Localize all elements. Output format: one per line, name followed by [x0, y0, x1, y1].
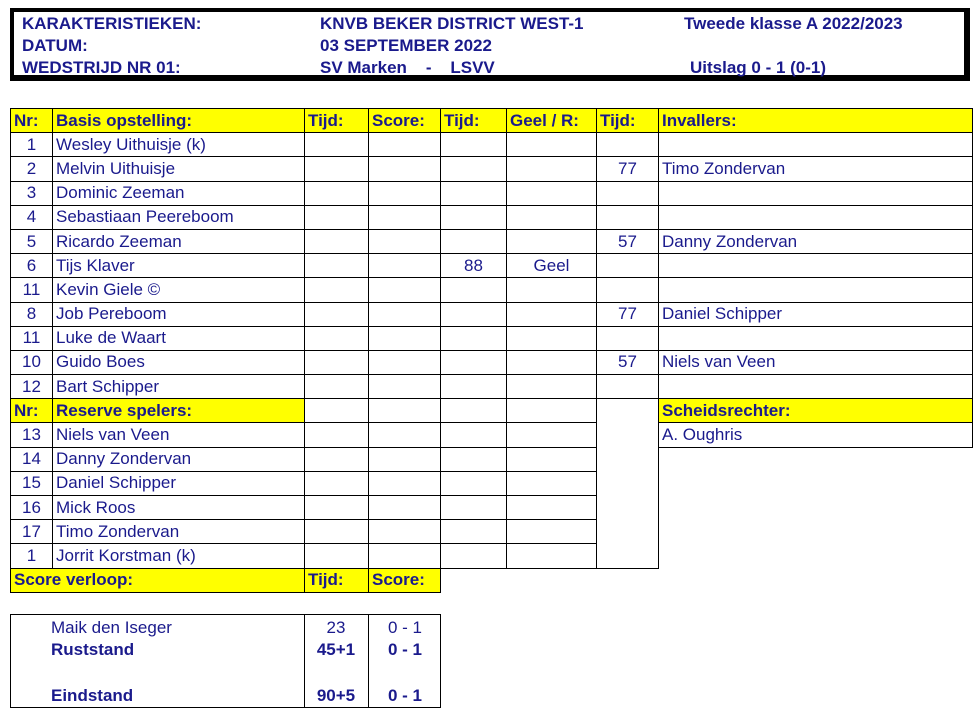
- goal-score-cell: [369, 326, 441, 350]
- card-time: [441, 229, 507, 253]
- card-time: [441, 278, 507, 302]
- reserve-row: [11, 496, 973, 520]
- goal-score-cell: [369, 375, 441, 399]
- header-teams: SV Marken - LSVV: [320, 58, 495, 77]
- starter-row: [11, 326, 973, 350]
- sub-time: [597, 205, 659, 229]
- blank-space: [659, 447, 973, 471]
- col-tijd: Tijd:: [305, 109, 369, 133]
- match-header: [10, 8, 970, 81]
- reserve-number: 15: [11, 471, 53, 495]
- card-type: [507, 229, 597, 253]
- goal-score-cell: [369, 133, 441, 157]
- substitute-name: [659, 326, 973, 350]
- sub-time: 57: [597, 229, 659, 253]
- reserve-name: Timo Zondervan: [53, 520, 305, 544]
- sub-time: 77: [597, 157, 659, 181]
- player-number: 4: [11, 205, 53, 229]
- reserve-empty-cell: [507, 471, 597, 495]
- card-time: [441, 157, 507, 181]
- card-time: [441, 133, 507, 157]
- header-match-number: WEDSTRIJD NR 01:: [22, 58, 181, 77]
- player-number: 3: [11, 181, 53, 205]
- card-time: [441, 375, 507, 399]
- reserve-empty-cell: [369, 496, 441, 520]
- score-header-row: [11, 568, 973, 592]
- col-score: Score:: [369, 109, 441, 133]
- lineup-header-row: [11, 109, 973, 133]
- starter-row: [11, 181, 973, 205]
- score-row-final-label: Eindstand: [51, 686, 134, 705]
- card-type: [507, 278, 597, 302]
- sub-time: [597, 278, 659, 302]
- goal-time-cell: [305, 278, 369, 302]
- player-number: 2: [11, 157, 53, 181]
- goal-score-cell: [369, 350, 441, 374]
- reserve-number: 14: [11, 447, 53, 471]
- blank-space: [659, 496, 973, 520]
- sub-time: [597, 254, 659, 278]
- score-row-goal-tijd: 23: [326, 618, 346, 637]
- card-type: [507, 302, 597, 326]
- col-card-tijd: Tijd:: [441, 109, 507, 133]
- goal-time-cell: [305, 254, 369, 278]
- player-name: Dominic Zeeman: [53, 181, 305, 205]
- reserve-row: [11, 544, 973, 568]
- reserve-name: Danny Zondervan: [53, 447, 305, 471]
- player-number: 8: [11, 302, 53, 326]
- reserve-name: Niels van Veen: [53, 423, 305, 447]
- player-name: Ricardo Zeeman: [53, 229, 305, 253]
- substitute-name: [659, 375, 973, 399]
- player-number: 10: [11, 350, 53, 374]
- sub-time: 77: [597, 302, 659, 326]
- reserve-blank-block: [597, 399, 659, 568]
- player-number: 1: [11, 133, 53, 157]
- sub-time: [597, 375, 659, 399]
- goal-score-cell: [369, 229, 441, 253]
- card-time: [441, 326, 507, 350]
- reserve-empty-cell: [441, 423, 507, 447]
- starter-row: [11, 254, 973, 278]
- score-row-halftime-score: 0 - 1: [387, 640, 423, 659]
- goal-time-cell: [305, 350, 369, 374]
- goal-time-cell: [305, 326, 369, 350]
- referee-name: A. Oughris: [659, 423, 973, 447]
- card-type: [507, 181, 597, 205]
- substitute-name: Danny Zondervan: [659, 229, 973, 253]
- goal-time-cell: [305, 205, 369, 229]
- reserve-col-title: Reserve spelers:: [53, 399, 305, 423]
- player-name: Job Pereboom: [53, 302, 305, 326]
- starter-row: [11, 205, 973, 229]
- player-number: 5: [11, 229, 53, 253]
- reserve-name: Jorrit Korstman (k): [53, 544, 305, 568]
- card-type: [507, 326, 597, 350]
- reserve-number: 16: [11, 496, 53, 520]
- card-type: [507, 205, 597, 229]
- reserve-empty-cell: [507, 496, 597, 520]
- blank-space: [659, 471, 973, 495]
- reserve-empty-cell: [507, 544, 597, 568]
- reserve-empty-cell: [369, 447, 441, 471]
- goal-time-cell: [305, 375, 369, 399]
- card-time: 88: [441, 254, 507, 278]
- blank-space: [659, 520, 973, 544]
- player-name: Guido Boes: [53, 350, 305, 374]
- substitute-name: Niels van Veen: [659, 350, 973, 374]
- score-row-goal-label: Maik den Iseger: [51, 618, 172, 637]
- player-name: Sebastiaan Peereboom: [53, 205, 305, 229]
- col-sub-tijd: Tijd:: [597, 109, 659, 133]
- player-number: 12: [11, 375, 53, 399]
- goal-score-cell: [369, 302, 441, 326]
- col-invallers: Invallers:: [659, 109, 973, 133]
- score-col-tijd: Tijd:: [305, 568, 369, 592]
- substitute-name: [659, 254, 973, 278]
- reserve-empty-cell: [305, 544, 369, 568]
- player-name: Melvin Uithuisje: [53, 157, 305, 181]
- goal-time-cell: [305, 157, 369, 181]
- reserve-empty-cell: [507, 520, 597, 544]
- goal-score-cell: [369, 157, 441, 181]
- starter-row: [11, 278, 973, 302]
- reserve-number: 17: [11, 520, 53, 544]
- lineup-table: [10, 108, 973, 593]
- reserve-empty-cell: [305, 423, 369, 447]
- reserve-empty-cell: [441, 447, 507, 471]
- col-nr: Nr:: [11, 109, 53, 133]
- score-row-halftime-tijd: 45+1: [316, 640, 356, 659]
- reserve-name: Mick Roos: [53, 496, 305, 520]
- reserve-empty-cell: [441, 471, 507, 495]
- card-time: [441, 302, 507, 326]
- reserve-empty-cell: [305, 447, 369, 471]
- blank-space: [659, 544, 973, 568]
- referee-header: Scheidsrechter:: [659, 399, 973, 423]
- sub-time: [597, 326, 659, 350]
- reserve-row: [11, 471, 973, 495]
- sub-time: [597, 181, 659, 205]
- reserve-header-row: [11, 399, 973, 423]
- reserve-empty-cell: [441, 520, 507, 544]
- reserve-empty-cell: [305, 471, 369, 495]
- card-time: [441, 205, 507, 229]
- reserve-empty-cell: [507, 423, 597, 447]
- goal-time-cell: [305, 181, 369, 205]
- header-competition: KNVB BEKER DISTRICT WEST-1: [320, 14, 584, 33]
- card-type: [507, 133, 597, 157]
- goal-score-cell: [369, 205, 441, 229]
- player-name: Wesley Uithuisje (k): [53, 133, 305, 157]
- reserve-empty-cell: [369, 471, 441, 495]
- player-name: Tijs Klaver: [53, 254, 305, 278]
- player-name: Kevin Giele ©: [53, 278, 305, 302]
- reserve-number: 13: [11, 423, 53, 447]
- player-name: Bart Schipper: [53, 375, 305, 399]
- goal-time-cell: [305, 133, 369, 157]
- starter-row: [11, 302, 973, 326]
- reserve-empty-cell: [369, 399, 441, 423]
- substitute-name: [659, 278, 973, 302]
- reserve-empty-cell: [305, 496, 369, 520]
- sub-time: 57: [597, 350, 659, 374]
- player-number: 11: [11, 326, 53, 350]
- starter-row: [11, 157, 973, 181]
- card-time: [441, 350, 507, 374]
- reserve-empty-cell: [507, 399, 597, 423]
- substitute-name: Timo Zondervan: [659, 157, 973, 181]
- reserve-empty-cell: [441, 399, 507, 423]
- goal-score-cell: [369, 278, 441, 302]
- player-number: 11: [11, 278, 53, 302]
- blank-space: [441, 568, 973, 592]
- reserve-name: Daniel Schipper: [53, 471, 305, 495]
- goal-time-cell: [305, 302, 369, 326]
- player-name: Luke de Waart: [53, 326, 305, 350]
- score-progress-title: Score verloop:: [11, 568, 305, 592]
- goal-score-cell: [369, 254, 441, 278]
- starter-row: [11, 350, 973, 374]
- substitute-name: Daniel Schipper: [659, 302, 973, 326]
- card-time: [441, 181, 507, 205]
- reserve-row: [11, 520, 973, 544]
- header-class: Tweede klasse A 2022/2023: [684, 14, 903, 33]
- col-card: Geel / R:: [507, 109, 597, 133]
- goal-score-cell: [369, 181, 441, 205]
- reserve-row: [11, 423, 973, 447]
- header-result: Uitslag 0 - 1 (0-1): [690, 58, 827, 77]
- reserve-empty-cell: [305, 399, 369, 423]
- score-row-final-tijd: 90+5: [316, 686, 356, 705]
- score-col-score: Score:: [369, 568, 441, 592]
- reserve-empty-cell: [507, 447, 597, 471]
- card-type: [507, 157, 597, 181]
- reserve-number: 1: [11, 544, 53, 568]
- score-progress-block: [10, 614, 441, 708]
- reserve-col-nr: Nr:: [11, 399, 53, 423]
- substitute-name: [659, 205, 973, 229]
- header-date-label: DATUM:: [22, 36, 88, 55]
- substitute-name: [659, 133, 973, 157]
- score-row-halftime-label: Ruststand: [51, 640, 135, 659]
- reserve-empty-cell: [305, 520, 369, 544]
- reserve-row: [11, 447, 973, 471]
- card-type: Geel: [507, 254, 597, 278]
- goal-time-cell: [305, 229, 369, 253]
- reserve-empty-cell: [369, 423, 441, 447]
- score-row-goal-score: 0 - 1: [387, 618, 423, 637]
- card-type: [507, 375, 597, 399]
- starter-row: [11, 229, 973, 253]
- reserve-empty-cell: [441, 496, 507, 520]
- reserve-empty-cell: [369, 520, 441, 544]
- reserve-empty-cell: [369, 544, 441, 568]
- header-date: 03 SEPTEMBER 2022: [320, 36, 492, 55]
- header-characteristics-label: KARAKTERISTIEKEN:: [22, 14, 202, 33]
- reserve-empty-cell: [441, 544, 507, 568]
- starter-row: [11, 133, 973, 157]
- card-type: [507, 350, 597, 374]
- sub-time: [597, 133, 659, 157]
- score-row-final-score: 0 - 1: [387, 686, 423, 705]
- col-basis: Basis opstelling:: [53, 109, 305, 133]
- starter-row: [11, 375, 973, 399]
- substitute-name: [659, 181, 973, 205]
- player-number: 6: [11, 254, 53, 278]
